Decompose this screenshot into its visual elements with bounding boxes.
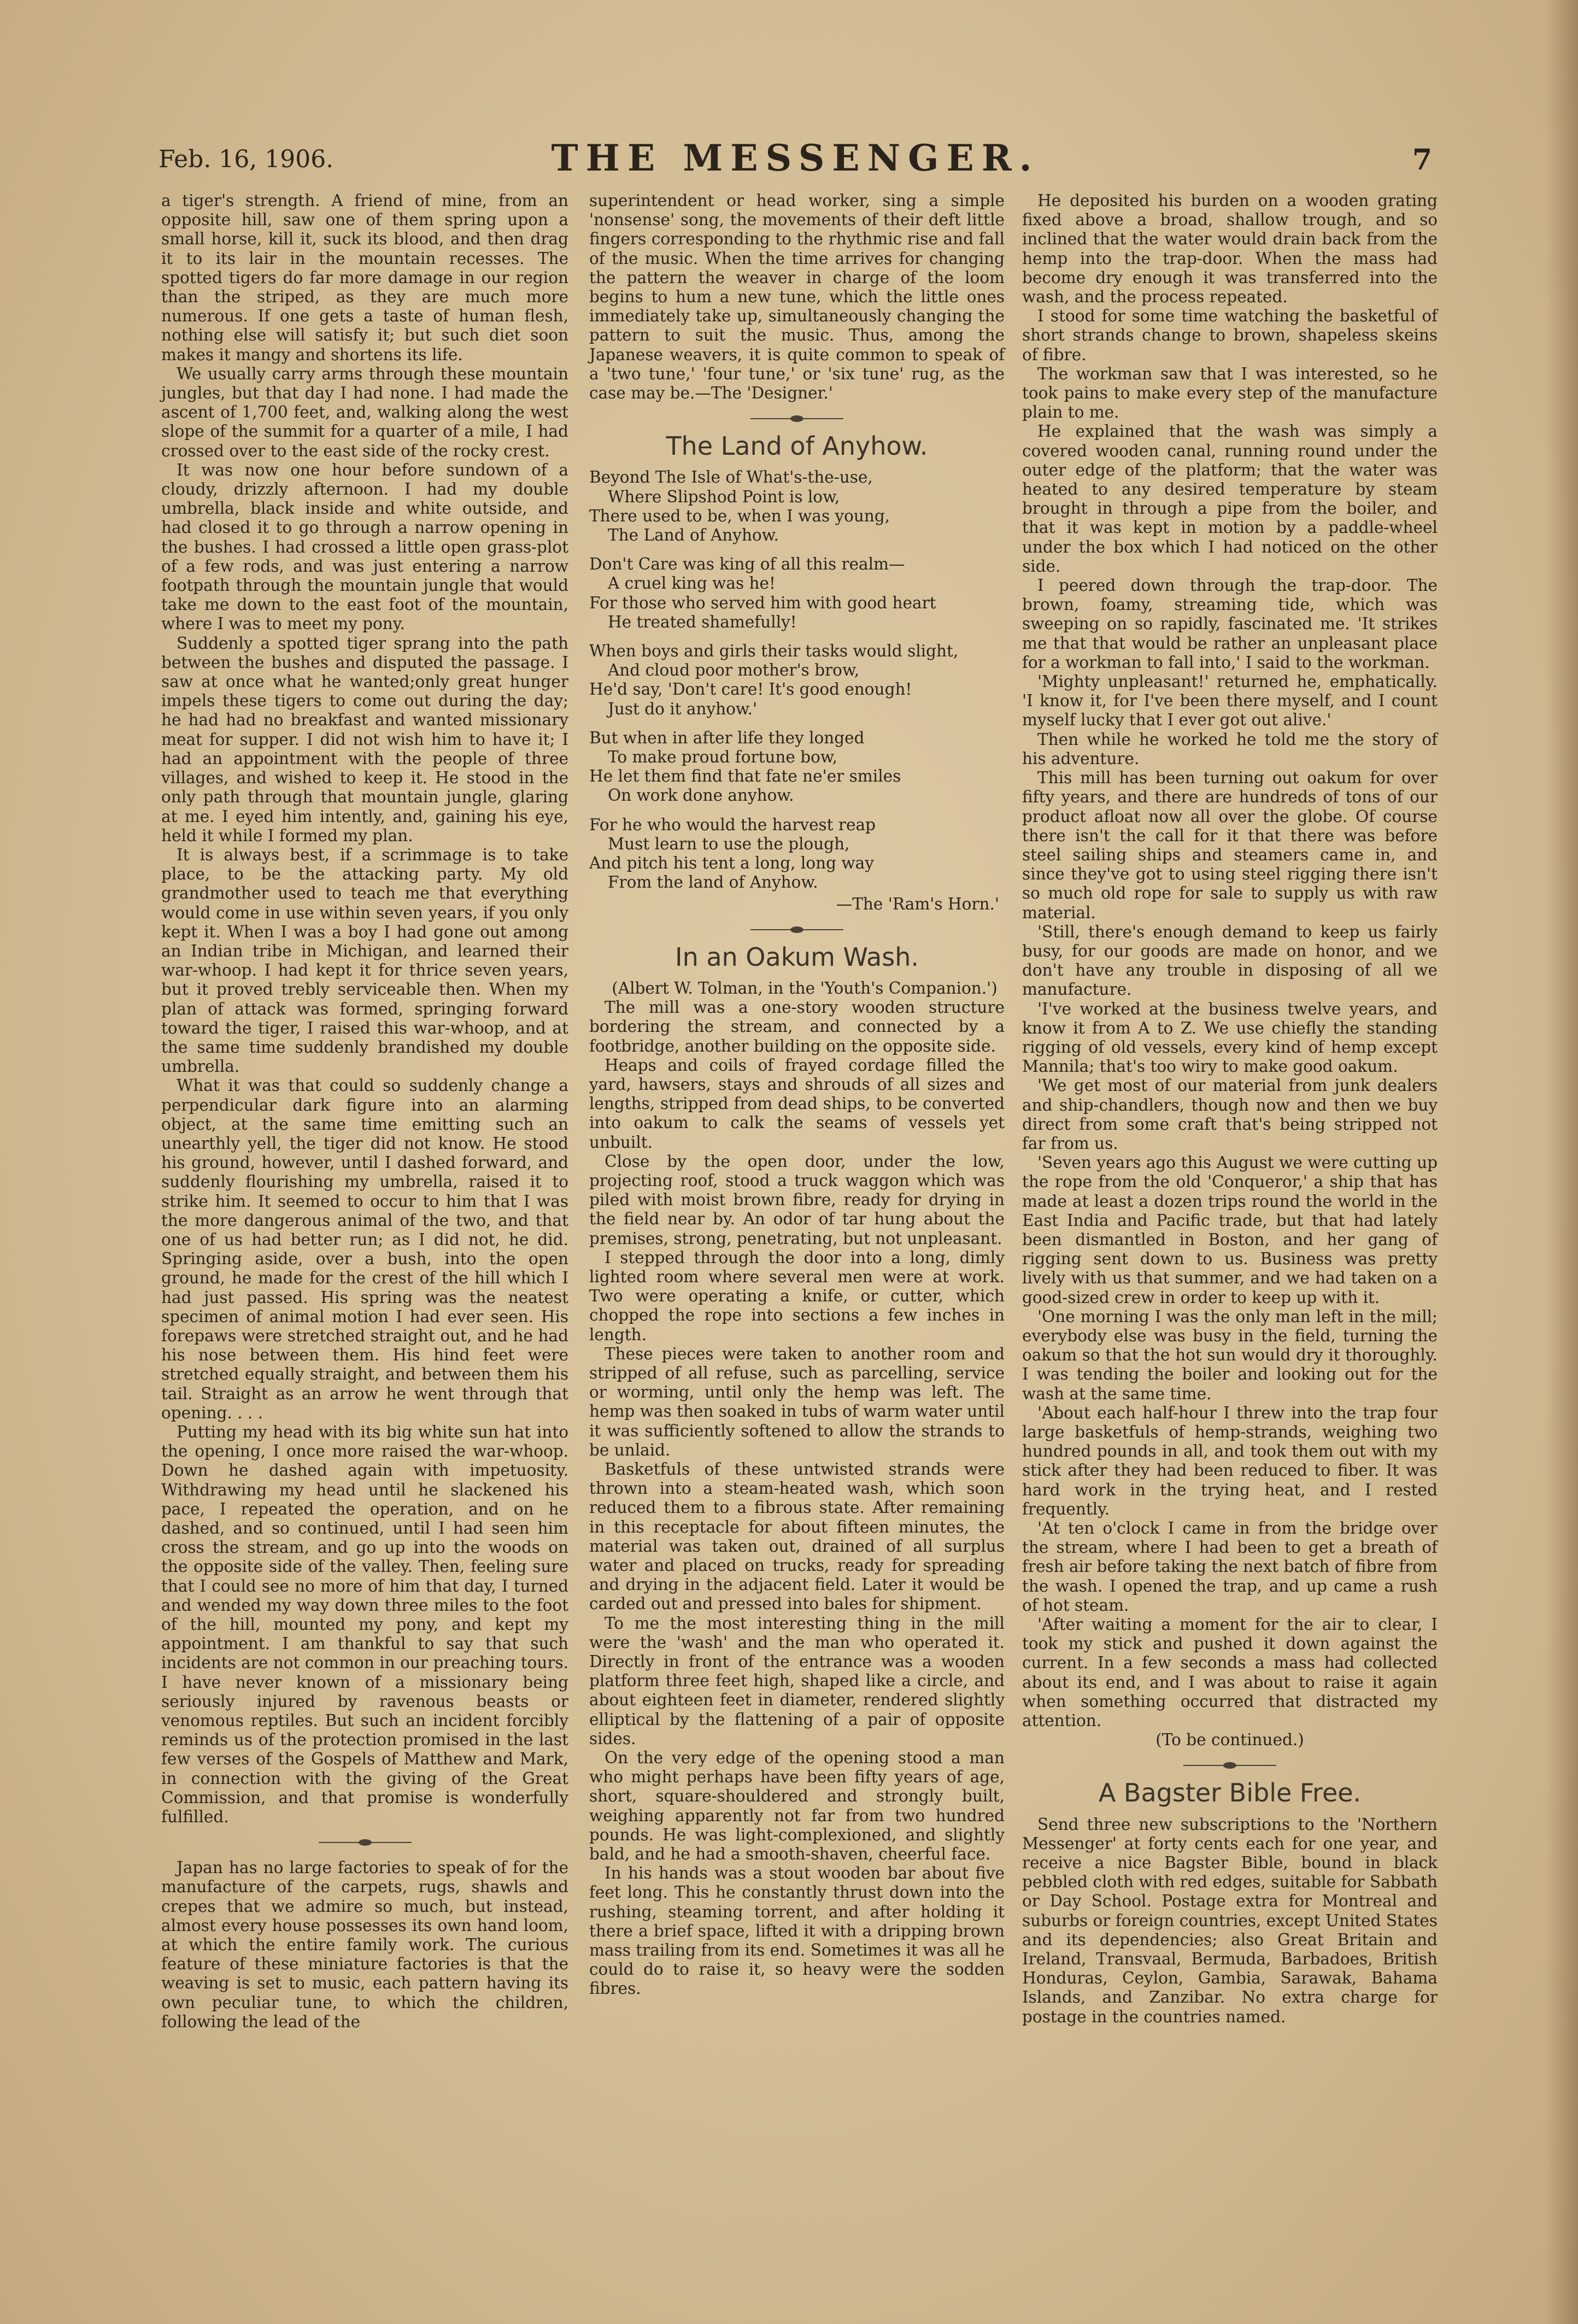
section-divider	[1183, 1762, 1276, 1769]
poem-line: Must learn to use the plough,	[608, 834, 850, 853]
paragraph: Heaps and coils of frayed cordage filled the yard, hawsers, stays and shrouds of all sizes and lengths, stripped from dead ships, to be converted into oakum to calk the seams of vessels yet unbuilt.	[589, 1055, 1005, 1152]
poem-line: But when in after life they longed	[589, 728, 865, 747]
paragraph: 'We get most of our material from junk dealers and ship-chandlers, though now and then we buy direct from some craft that's being stripped not far from us.	[1022, 1076, 1438, 1153]
poem-line: Don't Care was king of all this realm—	[589, 555, 905, 574]
paragraph: a tiger's strength. A friend of mine, from an opposite hill, saw one of them spring upon a small horse, kill it, suck its blood, and then drag it to its lair in the mountain recesses. The spotted tigers do far more damage in our region than the striped, as they are much more numerous. If one gets a taste of human flesh, nothing else will satisfy it; but such diet soon makes it mangy and shortens its life.	[161, 191, 568, 364]
paragraph: On the very edge of the opening stood a man who might perhaps have been fifty years of age, short, square-shouldered and strongly built, weighing apparently not far from two hundred pounds. He was light-complexioned, and slightly bald, and he had a smooth-shaven, cheerful face.	[589, 1748, 1005, 1864]
paragraph: Then while he worked he told me the story of his adventure.	[1022, 730, 1438, 768]
poem-line: He let them find that fate ne'er smiles	[589, 767, 901, 786]
paragraph: I peered down through the trap-door. The brown, foamy, streaming tide, which was sweeping on so rapidly, fascinated me. 'It strikes me that that would be rather an unpleasant place for a workman to fall into,' I said to the workman.	[1022, 576, 1438, 672]
paragraph: It is always best, if a scrimmage is to take place, to be the attacking party. My old grandmother used to teach me that everything would come in use within seven years, if you only kept it. When I was a boy I had gone out among an Indian tribe in Michigan, and learned their war-whoop. I had kept it for thrice seven years, but it proved trebly serviceable then. When my plan of attack was formed, springing forward toward the tiger, I raised this war-whoop, and at the same time suddenly brandished my double umbrella.	[161, 845, 568, 1076]
poem-line: To make proud fortune bow,	[608, 748, 838, 767]
masthead-title: THE MESSENGER.	[551, 137, 1040, 179]
paragraph: 'I've worked at the business twelve years, and know it from A to Z. We use chiefly the standing rigging of old vessels, every kind of hemp except Mannila; that's too wiry to make good oakum.	[1022, 999, 1438, 1076]
to-be-continued: (To be continued.)	[1155, 1730, 1304, 1750]
poem-stanza	[589, 815, 1005, 914]
poem-stanza	[589, 468, 1005, 545]
paragraph: 'Seven years ago this August we were cutting up the rope from the old 'Conqueror,' a ship that has made at least a dozen trips round the world in the East India and Pacific trade, but that had lately been dismantled in Boston, and her gang of rigging sent down to us. Business was pretty lively with us that summer, and we had taken on a good-sized crew in order to keep up with it.	[1022, 1153, 1438, 1307]
poem-line: And pitch his tent a long, long way	[589, 854, 874, 873]
page-number: 7	[1412, 143, 1432, 177]
article-title: In an Oakum Wash.	[675, 942, 919, 972]
paragraph: To me the most interesting thing in the mill were the 'wash' and the man who operated it. Directly in front of the entrance was a wooden platform three feet high, shaped like a circle, and about eighteen feet in diameter, rendered slightly elliptical by the flattening of a pair of opposite sides.	[589, 1613, 1005, 1748]
poem-stanza	[589, 555, 1005, 632]
paragraph: I stepped through the door into a long, dimly lighted room where several men were at work. Two were operating a knife, or cutter, which chopped the rope into sections a few inches in length.	[589, 1248, 1005, 1344]
paragraph: Japan has no large factories to speak of for the manufacture of the carpets, rugs, shawls and crepes that we admire so much, but instead, almost every house possesses its own hand loom, at which the entire family work. The curious feature of these miniature factories is that the weaving is set to music, each pattern having its own peculiar tune, to which the children, following the lead of the	[161, 1858, 568, 2031]
poem-attribution: —The 'Ram's Horn.'	[836, 894, 999, 913]
article-byline: (Albert W. Tolman, in the 'Youth's Companion.')	[612, 978, 998, 997]
paragraph: It was now one hour before sundown of a cloudy, drizzly afternoon. I had my double umbrella, black inside and white outside, and had closed it to go through a narrow opening in the bushes. I had crossed a little open grass-plot of a few rods, and was just entering a narrow footpath through the mountain jungle that would take me down to the east foot of the mountain, where I was to meet my pony.	[161, 460, 568, 633]
paragraph: 'Mighty unpleasant!' returned he, emphatically. 'I know it, for I've been there myself, and I count myself lucky that I ever got out alive.'	[1022, 672, 1438, 730]
poem-stanza	[589, 729, 1005, 806]
paragraph: He explained that the wash was simply a covered wooden canal, running round under the outer edge of the platform; that the water was heated to any desired temperature by steam brought in through a pipe from the boiler, and that it was kept in motion by a paddle-wheel under the box which I had noticed on the other side.	[1022, 422, 1438, 576]
poem-line: On work done anyhow.	[608, 786, 794, 805]
column-3	[1022, 191, 1438, 2027]
paragraph: This mill has been turning out oakum for over fifty years, and there are hundreds of tons of our product afloat now all over the globe. Of course there isn't the call for it that there was before steel sailing ships and steamers came in, and since they've got to using steel rigging there isn't so much old rope for sale to supply us with raw material.	[1022, 768, 1438, 922]
paragraph: 'About each half-hour I threw into the trap four large basketfuls of hemp-strands, weighing two hundred pounds in all, and took them out with my stick after they had been reduced to fiber. It was hard work in the trying heat, and I rested frequently.	[1022, 1403, 1438, 1518]
paragraph: superintendent or head worker, sing a simple 'nonsense' song, the movements of their deft little fingers corresponding to the rhythmic rise and fall of the music. When the time arrives for changing the pattern the weaver in charge of the loom begins to hum a new tune, which the little ones immediately take up, simultaneously changing the pattern to suit the music. Thus, among the Japanese weavers, it is quite common to speak of a 'two tune,' 'four tune,' or 'six tune' rug, as the case may be.—The 'Designer.'	[589, 191, 1005, 403]
poem-line: For those who served him with good heart	[589, 593, 936, 612]
poem-line: The Land of Anyhow.	[608, 526, 779, 545]
advert-text: Send three new subscriptions to the 'Northern Messenger' at forty cents each for one year, and receive a nice Bagster Bible, bound in black pebbled cloth with red edges, suitable for Sabbath or Day School. Postage extra for Montreal and suburbs or foreign countries, except United States and its dependencies; also Great Britain and Ireland, Transvaal, Bermuda, Barbadoes, British Honduras, Ceylon, Gambia, Sarawak, Bahama Islands, and Zanzibar. No extra charge for postage in the countries named.	[1022, 1815, 1438, 2026]
poem-line: A cruel king was he!	[608, 574, 776, 593]
page-edge-shadow	[1545, 0, 1578, 2324]
poem-line: He'd say, 'Don't care! It's good enough!	[589, 680, 912, 699]
section-divider	[750, 415, 843, 422]
paragraph: What it was that could so suddenly change a perpendicular dark figure into an alarming object, at the same time emitting such an unearthly yell, the tiger did not know. He stood his ground, however, until I dashed forward, and suddenly flourishing my umbrella, raised it to strike him. It seemed to occur to him that I was the more dangerous animal of the two, and that one of us had better run; as I did not, he did. Springing aside, over a bush, into the open ground, he made for the crest of the hill which I had just passed. His spring was the neatest specimen of animal motion I had ever seen. His forepaws were stretched straight out, and he had his nose between them. His hind feet were stretched equally straight, and between them his tail. Straight as an arrow he went through that opening. . . .	[161, 1076, 568, 1422]
paragraph: In his hands was a stout wooden bar about five feet long. This he constantly thrust down into the rushing, steaming torrent, and after holding it there a brief space, lifted it with a dripping brown mass trailing from its end. Sometimes it was all he could do to raise it, so heavy were the sodden fibres.	[589, 1864, 1005, 1998]
column-2	[589, 191, 1005, 1999]
poem-line: Where Slipshod Point is low,	[608, 487, 840, 506]
paragraph: 'One morning I was the only man left in the mill; everybody else was busy in the field, turning the oakum so that the hot sun would dry it thoroughly. I was tending the boiler and looking out for the wash at the same time.	[1022, 1307, 1438, 1403]
paragraph: Suddenly a spotted tiger sprang into the path between the bushes and disputed the passage. I saw at once what he wanted;only great hunger impels these tigers to come out during the day; he had had no breakfast and wanted missionary meat for supper. I did not wish him to have it; I had an appointment with the people of three villages, and wished to keep it. He stood in the only path through that mountain jungle, glaring at me. I eyed him intently, and, gaining his eye, held it while I formed my plan.	[161, 633, 568, 845]
poem-line: Just do it anyhow.'	[608, 699, 758, 718]
paragraph: The mill was a one-story wooden structure bordering the stream, and connected by a footbridge, another building on the opposite side.	[589, 998, 1005, 1055]
advert-title: A Bagster Bible Free.	[1098, 1778, 1362, 1808]
poem-line: For he who would the harvest reap	[589, 815, 876, 834]
poem-line: And cloud poor mother's brow,	[608, 661, 860, 680]
paragraph: 'Still, there's enough demand to keep us fairly busy, for our goods are made on honor, and we don't have any trouble in disposing of all we manufacture.	[1022, 922, 1438, 999]
page-header	[159, 131, 1432, 191]
paragraph: I stood for some time watching the basketful of short strands change to brown, shapeless skeins of fibre.	[1022, 307, 1438, 364]
poem-line: From the land of Anyhow.	[608, 873, 818, 892]
issue-date: Feb. 16, 1906.	[159, 145, 334, 173]
paragraph: Basketfuls of these untwisted strands were thrown into a steam-heated wash, which soon reduced them to a fibrous state. After remaining in this receptacle for about fifteen minutes, the material was taken out, drained of all surplus water and placed on trucks, ready for spreading and drying in the adjacent field. Later it would be carded out and pressed into bales for shipment.	[589, 1459, 1005, 1613]
poem-line: Beyond The Isle of What's-the-use,	[589, 468, 873, 487]
paragraph: He deposited his burden on a wooden grating fixed above a broad, shallow trough, and so inclined that the water would drain back from the hemp into the trap-door. When the mass had become dry enough it was transferred into the wash, and the process repeated.	[1022, 191, 1438, 307]
poem-stanza	[589, 642, 1005, 719]
paragraph: We usually carry arms through these mountain jungles, but that day I had none. I had made the ascent of 1,700 feet, and, walking along the west slope of the summit for a quarter of a mile, I had crossed over to the east side of the rocky crest.	[161, 364, 568, 460]
paragraph: 'At ten o'clock I came in from the bridge over the stream, where I had been to get a breath of fresh air before taking the next batch of fibre from the wash. I opened the trap, and up came a rush of hot steam.	[1022, 1519, 1438, 1615]
paragraph: These pieces were taken to another room and stripped of all refuse, such as parcelling, service or worming, until only the hemp was left. The hemp was then soaked in tubs of warm water until it was sufficiently softened to allow the strands to be unlaid.	[589, 1344, 1005, 1459]
paragraph: Putting my head with its big white sun hat into the opening, I once more raised the war-whoop. Down he dashed again with impetuosity. Withdrawing my head until he slackened his pace, I repeated the operation, and on he dashed, and so continued, until I had seen him cross the stream, and go up into the woods on the opposite side of the valley. Then, feeling sure that I could see no more of him that day, I turned and wended my way down three miles to the foot of the hill, mounted my pony, and kept my appointment. I am thankful to say that such incidents are not common in our preaching tours. I have never known of a missionary being seriously injured by ravenous beasts or venomous reptiles. But such an incident forcibly reminds us of the protection promised in the last few verses of the Gospels of Matthew and Mark, in connection with the giving of the Great Commission, and that promise is wonderfully fulfilled.	[161, 1423, 568, 1827]
section-divider	[750, 926, 843, 934]
paragraph: Close by the open door, under the low, projecting roof, stood a truck waggon which was piled with moist brown fibre, ready for drying in the field near by. An odor of tar hung about the premises, strong, penetrating, but not unpleasant.	[589, 1152, 1005, 1248]
section-divider	[319, 1839, 412, 1846]
paragraph: 'After waiting a moment for the air to clear, I took my stick and pushed it down against the current. In a few seconds a mass had collected about its end, and I was about to raise it again when something occurred that distracted my attention.	[1022, 1615, 1438, 1730]
paragraph: The workman saw that I was interested, so he took pains to make every step of the manufacture plain to me.	[1022, 364, 1438, 422]
poem-line: When boys and girls their tasks would slight,	[589, 642, 959, 661]
column-1	[161, 191, 568, 2032]
poem	[589, 468, 1005, 913]
poem-title: The Land of Anyhow.	[666, 431, 928, 461]
poem-line: There used to be, when I was young,	[589, 506, 890, 525]
poem-line: He treated shamefully!	[608, 612, 797, 631]
